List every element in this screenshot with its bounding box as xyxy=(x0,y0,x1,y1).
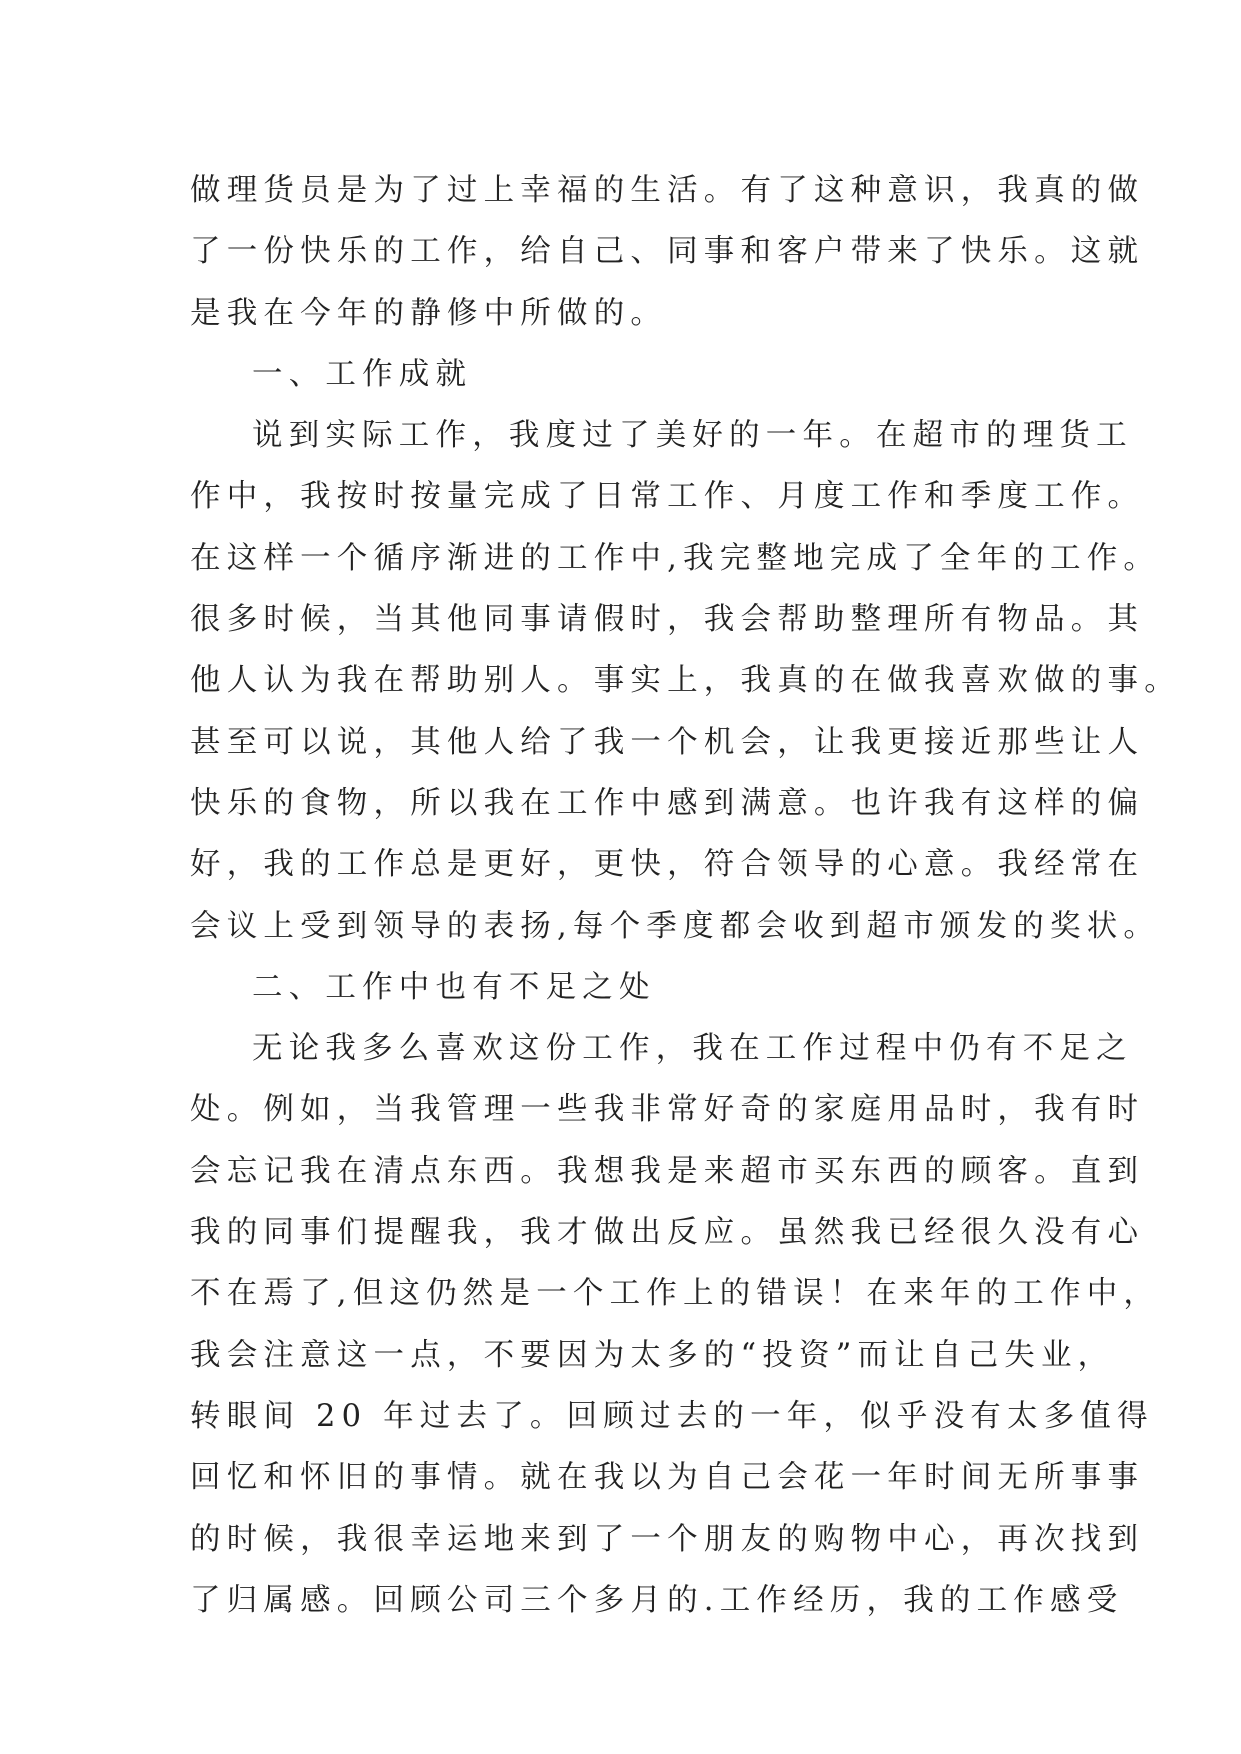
paragraph-line: 他人认为我在帮助别人。事实上，我真的在做我喜欢做的事。 xyxy=(190,663,1181,699)
paragraph-line: 好，我的工作总是更好，更快，符合领导的心意。我经常在 xyxy=(190,847,1145,883)
paragraph-line: 了一份快乐的工作，给自己、同事和客户带来了快乐。这就 xyxy=(190,234,1145,270)
paragraph-line: 很多时候，当其他同事请假时，我会帮助整理所有物品。其 xyxy=(190,602,1145,638)
paragraph-line: 作中，我按时按量完成了日常工作、月度工作和季度工作。 xyxy=(190,479,1145,515)
paragraph-line: 不在焉了,但这仍然是一个工作上的错误！在来年的工作中， xyxy=(190,1276,1161,1312)
document-body xyxy=(190,160,1181,1631)
paragraph-line: 在这样一个循序渐进的工作中,我完整地完成了全年的工作。 xyxy=(190,540,1161,576)
paragraph-line: 处。例如，当我管理一些我非常好奇的家庭用品时，我有时 xyxy=(190,1092,1145,1128)
paragraph-line: 是我在今年的静修中所做的。 xyxy=(190,295,668,331)
paragraph-line: 我的同事们提醒我，我才做出反应。虽然我已经很久没有心 xyxy=(190,1215,1145,1251)
paragraph-line: 甚至可以说，其他人给了我一个机会，让我更接近那些让人 xyxy=(190,724,1145,760)
paragraph-line: 做理货员是为了过上幸福的生活。有了这种意识，我真的做 xyxy=(190,173,1145,208)
paragraph-line: 转眼间 20 年过去了。回顾过去的一年，似乎没有太多值得 xyxy=(190,1398,1154,1434)
paragraph-line: 的时候，我很幸运地来到了一个朋友的购物中心，再次找到 xyxy=(190,1521,1145,1557)
paragraph-line: 会议上受到领导的表扬,每个季度都会收到超市颁发的奖状。 xyxy=(190,908,1161,944)
paragraph-line: 说到实际工作，我度过了美好的一年。在超市的理货工 xyxy=(252,418,1133,454)
section-heading-shortcomings: 二、工作中也有不足之处 xyxy=(252,969,656,1005)
paragraph-line: 回忆和怀旧的事情。就在我以为自己会花一年时间无所事事 xyxy=(190,1460,1145,1496)
section-heading-achievements: 一、工作成就 xyxy=(252,356,473,392)
paragraph-line: 我会注意这一点，不要因为太多的“投资”而让自己失业， xyxy=(190,1337,1115,1373)
paragraph-line: 了归属感。回顾公司三个多月的.工作经历，我的工作感受 xyxy=(190,1582,1124,1618)
paragraph-line: 会忘记我在清点东西。我想我是来超市买东西的顾客。直到 xyxy=(190,1153,1145,1189)
paragraph-line: 无论我多么喜欢这份工作，我在工作过程中仍有不足之 xyxy=(252,1031,1133,1067)
paragraph-line: 快乐的食物，所以我在工作中感到满意。也许我有这样的偏 xyxy=(190,785,1145,821)
